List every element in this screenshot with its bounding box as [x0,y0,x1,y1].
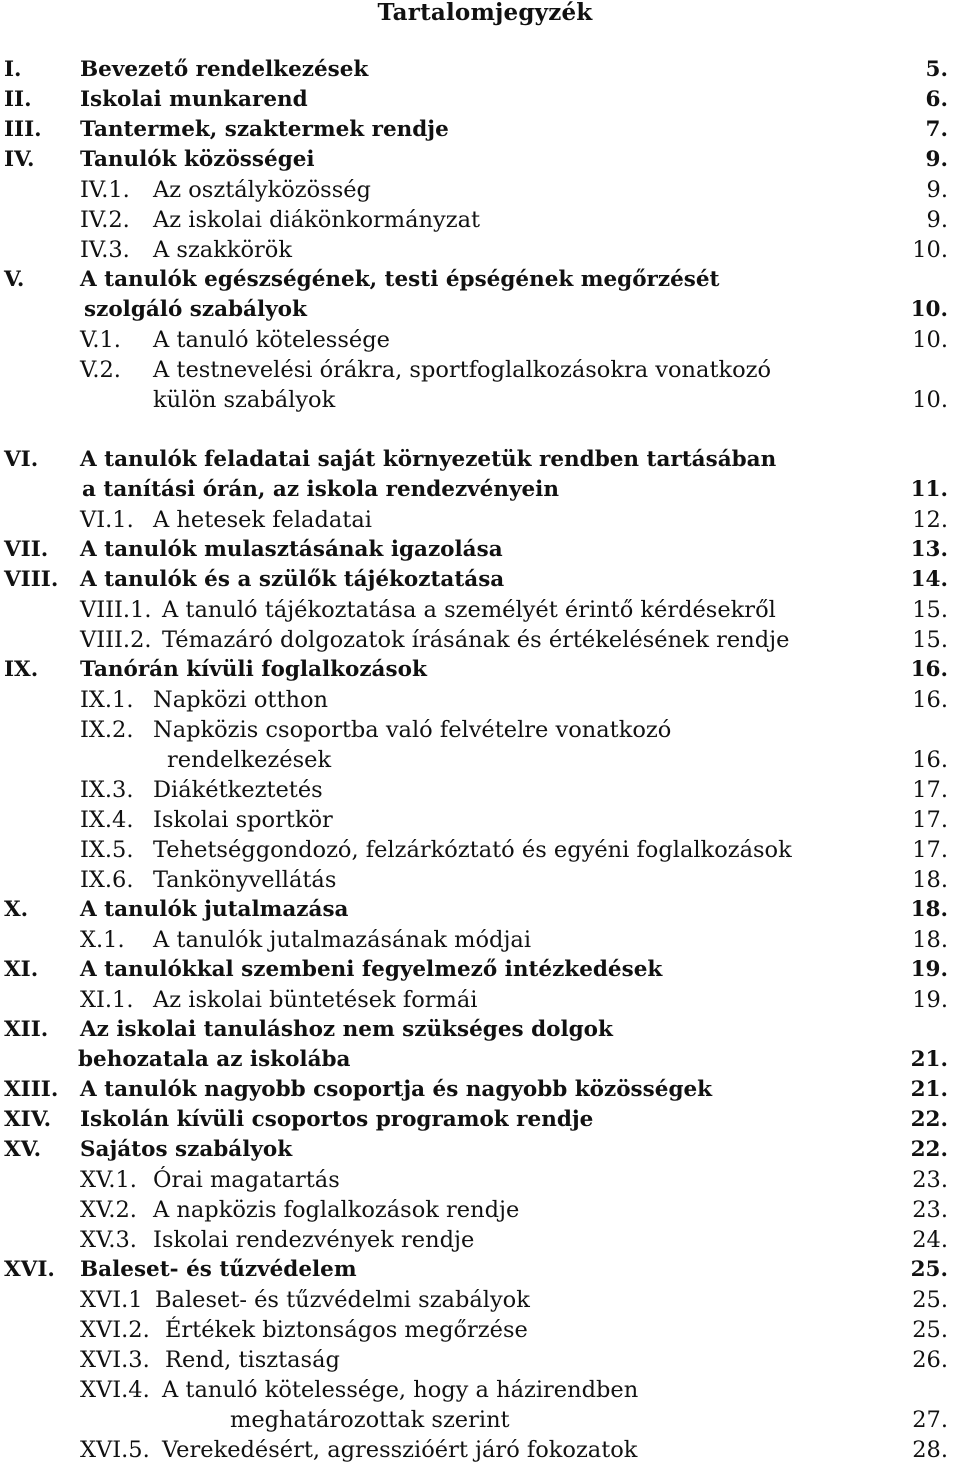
toc-entry [0,745,960,775]
toc-entry-page: 16. [910,657,948,682]
toc-entry-page: 9. [925,147,948,172]
toc-entry-title: Tankönyvellátás [153,867,337,893]
toc-entry [0,175,960,205]
toc-entry-title: A tanuló tájékoztatása a személyét érintő kérdésekről [162,597,776,623]
toc-entry-page: 16. [912,747,948,773]
toc-entry-title: Baleset- és tűzvédelem [80,1257,357,1282]
toc-entry-number: IX.2. [80,717,134,743]
toc-entry-number: XI. [4,957,39,982]
toc-entry-number: I. [4,57,22,82]
toc-entry-number: XV.1. [80,1167,137,1193]
toc-entry-title: meghatározottak szerint [230,1407,510,1433]
toc-entry-title: Tehetséggondozó, felzárkóztató és egyéni foglalkozások [153,837,792,863]
toc-entry-number: IX. [4,657,39,682]
toc-entry-number: IV. [4,147,35,172]
toc-entry [0,235,960,265]
toc-entry-page: 25. [912,1317,948,1343]
toc-entry [0,685,960,715]
toc-entry-title: A szakkörök [153,237,292,263]
toc-entry [0,1045,960,1075]
toc-entry-number: XI.1. [80,987,134,1013]
toc-entry-number: IV.3. [80,237,130,263]
toc-entry [0,445,960,475]
toc-entry-title: A tanulókkal szembeni fegyelmező intézkedések [80,957,663,982]
toc-entry-page: 23. [912,1197,948,1223]
toc-entry-title: A tanulók jutalmazásának módjai [153,927,532,953]
toc-entry-number: XVI.4. [80,1377,150,1403]
toc-entry-page: 17. [912,837,948,863]
toc-entry-title: Tanórán kívüli foglalkozások [80,657,427,682]
toc-entry [0,835,960,865]
toc-entry-page: 5. [925,57,948,82]
toc-entry [0,925,960,955]
toc-entry [0,775,960,805]
toc-entry-number: X.1. [80,927,125,953]
toc-entry-title: Verekedésért, agresszióért járó fokozatok [162,1437,638,1463]
toc-entry-title: Órai magatartás [153,1167,340,1193]
toc-entry-page: 26. [912,1347,948,1373]
toc-entry [0,895,960,925]
toc-entry-page: 18. [912,867,948,893]
toc-entry-number: IV.1. [80,177,130,203]
toc-entry-page: 18. [912,927,948,953]
toc-entry-number: XVI.1 [80,1287,143,1313]
toc-entry-title: Az iskolai diákönkormányzat [153,207,481,233]
toc-entry-title: A tanuló kötelessége [153,327,390,353]
toc-entry [0,955,960,985]
toc-entry-title: Az osztályközösség [153,177,371,203]
toc-entry-page: 9. [926,207,948,233]
toc-entry-title: külön szabályok [153,387,336,413]
toc-entry [0,1165,960,1195]
toc-entry [0,505,960,535]
toc-entry-number: V. [4,267,25,292]
toc-entry [0,1135,960,1165]
toc-entry-number: V.1. [80,327,121,353]
toc-entry-page: 25. [912,1287,948,1313]
toc-entry [0,85,960,115]
toc-entry-page: 10. [912,237,948,263]
toc-entry-page: 18. [910,897,948,922]
toc-entry-page: 17. [912,807,948,833]
toc-entry-page: 28. [912,1437,948,1463]
toc-entry [0,1435,960,1465]
toc-entry [0,655,960,685]
toc-entry-number: XIII. [4,1077,59,1102]
toc-entry-number: VI. [4,447,39,472]
toc-entry [0,145,960,175]
toc-entry [0,1315,960,1345]
toc-entry-page: 15. [912,627,948,653]
toc-entry [0,115,960,145]
toc-entry-page: 14. [910,567,948,592]
toc-entry-title: Napközi otthon [153,687,329,713]
toc-entry-number: XIV. [4,1107,52,1132]
toc-entry [0,1255,960,1285]
toc-entry-title: a tanítási órán, az iskola rendezvényein [82,477,559,502]
toc-entry-number: IX.6. [80,867,134,893]
toc-entry-number: VIII. [4,567,59,592]
toc-entry-title: Bevezető rendelkezések [80,57,369,82]
toc-entry-page: 13. [910,537,948,562]
toc-entry-title: Az iskolai tanuláshoz nem szükséges dolgok [80,1017,613,1042]
toc-entry-title: A hetesek feladatai [153,507,372,533]
toc-entry-number: XVI.2. [80,1317,150,1343]
toc-entry-page: 11. [910,477,948,502]
toc-entry [0,1375,960,1405]
toc-entry-page: 16. [912,687,948,713]
toc-entry [0,565,960,595]
toc-entry-title: A tanulók nagyobb csoportja és nagyobb közösségek [80,1077,713,1102]
toc-entry-number: XV.3. [80,1227,137,1253]
toc-entry-title: Baleset- és tűzvédelmi szabályok [155,1287,530,1313]
toc-entry-title: rendelkezések [167,747,332,773]
toc-entry-page: 25. [910,1257,948,1282]
toc-entry-number: VI.1. [80,507,134,533]
toc-entry-number: V.2. [80,357,121,383]
toc-entry [0,1405,960,1435]
toc-entry-number: IX.4. [80,807,134,833]
toc-entry-title: Sajátos szabályok [80,1137,293,1162]
toc-entry-title: A testnevelési órákra, sportfoglalkozásokra vonatkozó [153,357,772,383]
toc-entry-number: X. [4,897,29,922]
toc-entry-title: Értékek biztonságos megőrzése [165,1317,528,1343]
toc-entry-title: Tantermek, szaktermek rendje [80,117,449,142]
toc-entry [0,1195,960,1225]
toc-entry-number: IX.3. [80,777,134,803]
toc-entry-title: Iskolai rendezvények rendje [153,1227,475,1253]
toc-entry-number: IV.2. [80,207,130,233]
toc-entry-title: behozatala az iskolába [78,1047,351,1072]
toc-entry [0,475,960,505]
toc-entry-title: Témazáró dolgozatok írásának és értékelésének rendje [162,627,790,653]
toc-entry-title: Tanulók közösségei [80,147,315,172]
toc-entry-page: 12. [912,507,948,533]
toc-entry [0,1345,960,1375]
toc-entry-number: XV.2. [80,1197,137,1223]
toc-entry [0,205,960,235]
toc-entry [0,1225,960,1255]
toc-entry [0,55,960,85]
toc-entry-page: 21. [910,1077,948,1102]
toc-entry-page: 6. [925,87,948,112]
toc-entry-title: A napközis foglalkozások rendje [153,1197,520,1223]
toc-entry-page: 10. [912,387,948,413]
toc-entry-page: 19. [912,987,948,1013]
toc-entry-title: Iskolai munkarend [80,87,308,112]
toc-entry [0,295,960,325]
toc-entry-title: A tanulók mulasztásának igazolása [80,537,503,562]
toc-entry-number: IX.5. [80,837,134,863]
toc-entry [0,1105,960,1135]
toc-entry-title: Iskolai sportkör [153,807,333,833]
toc-entry-number: VII. [4,537,49,562]
toc-entry [0,1015,960,1045]
toc-entry [0,985,960,1015]
toc-entry-number: IX.1. [80,687,134,713]
toc-entry-number: XII. [4,1017,49,1042]
toc-entry [0,1075,960,1105]
toc-entry-page: 7. [925,117,948,142]
toc-entry-title: A tanuló kötelessége, hogy a házirendben [162,1377,639,1403]
toc-entry-number: III. [4,117,42,142]
toc-entry-number: XVI.3. [80,1347,150,1373]
toc-entry [0,265,960,295]
toc-entry-page: 23. [912,1167,948,1193]
toc-entry-page: 21. [910,1047,948,1072]
toc-entry-page: 22. [910,1107,948,1132]
toc-entry-number: XVI. [4,1257,55,1282]
toc-entry [0,325,960,355]
toc-entry-number: VIII.2. [80,627,152,653]
toc-entry-title: Az iskolai büntetések formái [153,987,478,1013]
toc-entry [0,1285,960,1315]
toc-entry-page: 17. [912,777,948,803]
toc-entry-title: A tanulók jutalmazása [80,897,349,922]
toc-entry-title: A tanulók és a szülők tájékoztatása [80,567,505,592]
toc-entry-title: szolgáló szabályok [84,297,307,322]
toc-entry-number: XVI.5. [80,1437,150,1463]
toc-entry [0,535,960,565]
toc-entry-page: 19. [910,957,948,982]
toc-entry-page: 10. [912,327,948,353]
toc-entry-title: Rend, tisztaság [165,1347,340,1373]
toc-entry-page: 10. [910,297,948,322]
toc-entry-number: II. [4,87,32,112]
toc-entry [0,805,960,835]
toc-entry-page: 22. [910,1137,948,1162]
toc-entry-page: 15. [912,597,948,623]
toc-entry-title: A tanulók egészségének, testi épségének megőrzését [80,267,720,292]
toc-entry-page: 9. [926,177,948,203]
toc-entry-title: Iskolán kívüli csoportos programok rendje [80,1107,594,1132]
toc-entry-number: XV. [4,1137,42,1162]
toc-entry [0,715,960,745]
toc-entry-title: Napközis csoportba való felvételre vonatkozó [153,717,672,743]
toc-entry-number: VIII.1. [80,597,152,623]
toc-entry-page: 24. [912,1227,948,1253]
toc-entry [0,595,960,625]
toc-entry [0,385,960,415]
toc-entry-title: Diákétkeztetés [153,777,323,803]
toc-entry [0,625,960,655]
toc-entry-title: A tanulók feladatai saját környezetük rendben tartásában [80,447,777,472]
toc-entry [0,355,960,385]
toc-entry-page: 27. [912,1407,948,1433]
toc-entry [0,865,960,895]
toc-title: Tartalomjegyzék [377,0,593,26]
